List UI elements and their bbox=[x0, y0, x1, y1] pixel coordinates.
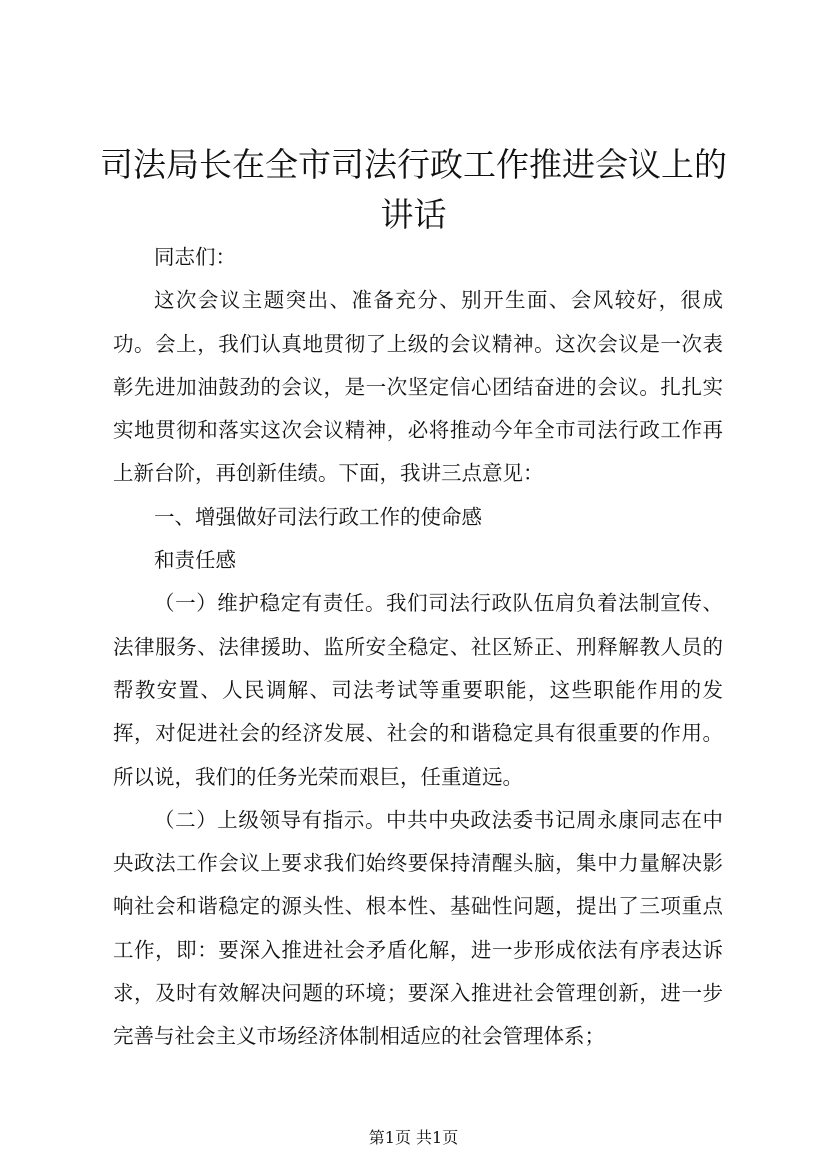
page-footer: 第1页 共1页 bbox=[368, 1128, 459, 1147]
greeting: 同志们： bbox=[154, 245, 236, 269]
section-heading-1-cont: 和责任感 bbox=[154, 548, 236, 573]
paragraph-intro: 这次会议主题突出、准备充分、别开生面、会风较好，很成功。会上，我们认真地贯彻了上级的会议精神。这次会议是一次表彰先进加油鼓劲的会议，是一次坚定信心团结奋进的会议。扎扎实实地贯彻和落实这次会议精神，必将推动今年全市司法行政工作再上新台阶，再创新佳绩。下面，我讲三点意见： bbox=[113, 288, 723, 486]
paragraph-responsibility: （一）维护稳定有责任。我们司法行政队伍肩负着法制宣传、法律服务、法律援助、监所安全稳定、社区矫正、刑释解教人员的帮教安置、人民调解、司法考试等重要职能，这些职能作用的发挥，对促进社会的经济发展、社会的和谐稳定具有很重要的作用。所以说，我们的任务光荣而艰巨，任重道远。 bbox=[113, 591, 723, 789]
document-body bbox=[113, 236, 723, 1059]
paragraph-instruction: （二）上级领导有指示。中共中央政法委书记周永康同志在中央政法工作会议上要求我们始终要保持清醒头脑，集中力量解决影响社会和谐稳定的源头性、根本性、基础性问题，提出了三项重点工作，即：要深入推进社会矛盾化解，进一步形成依法有序表达诉求，及时有效解决问题的环境；要深入推进社会管理创新，进一步完善与社会主义市场经济体制相适应的社会管理体系； bbox=[113, 807, 723, 1049]
document-title: 司法局长在全市司法行政工作推进会议上的讲话 bbox=[100, 145, 727, 234]
section-heading-1: 一、增强做好司法行政工作的使命感 bbox=[154, 504, 482, 529]
